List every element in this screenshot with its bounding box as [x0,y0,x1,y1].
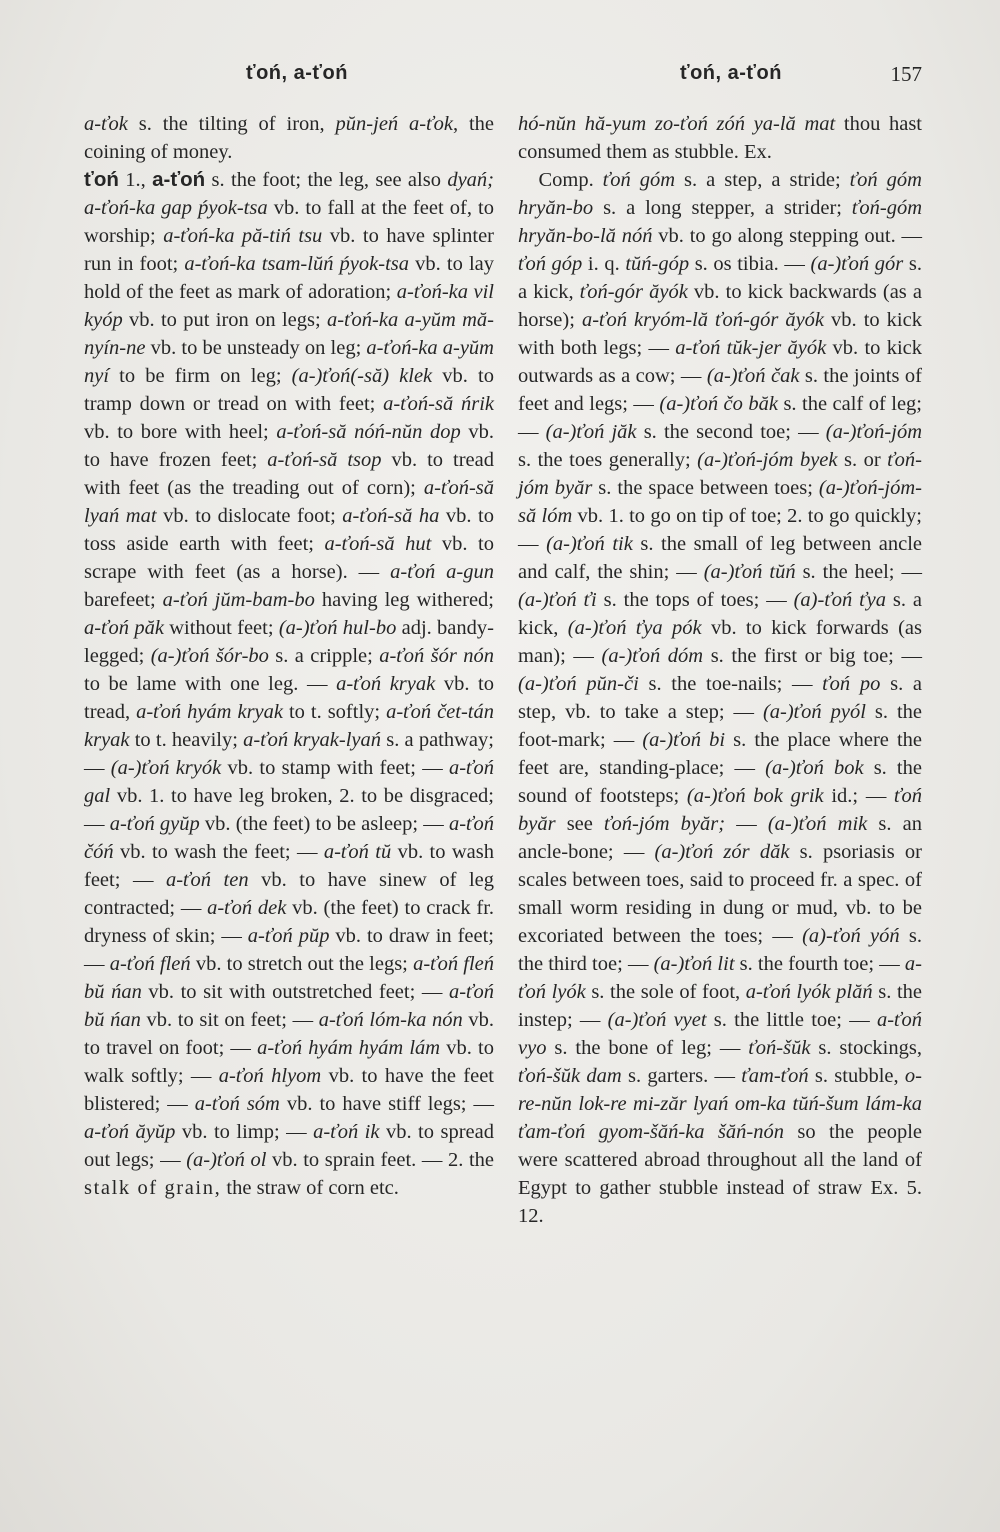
page-number: 157 [890,62,922,86]
right-column [518,110,922,1230]
dictionary-entry: hó-nŭn hă-yum zo-ťoń zóń ya-lă mat thou hast consumed them as stubble. Ex. [518,113,923,163]
dictionary-entry: ťoń 1., a-ťoń s. the foot; the leg, see also dyań; a-ťoń-ka gap ṕyok-tsa vb. to fall at the feet of, to worship; a-ťoń-ka pă-tiń tsu vb. to have splinter run in foot; a-ťoń-ka tsam-lŭń ṕyok-tsa vb. to lay hold of the feet as mark of adoration; a-ťoń-ka vil kyóp vb. to put iron on legs; a-ťoń-ka a-yŭm mă-nyín-ne vb. to be unsteady on leg; a-ťoń-ka a-yŭm nyí to be firm on leg; (a-)ťoń(-să) klek vb. to tramp down or tread on with feet; a-ťoń-să ńrik vb. to bore with heel; a-ťoń-să nóń-nŭn dop vb. to have frozen feet; a-ťoń-să tsop vb. to tread with feet (as the treading out of corn); a-ťoń-să lyań mat vb. to dislocate foot; a-ťoń-să ha vb. to toss aside earth with feet; a-ťoń-să hut vb. to scrape with feet (as a horse). — a-ťoń a-gun barefeet; a-ťoń jŭm-bam-bo having leg withered; a-ťoń păk without feet; (a-)ťoń hul-bo adj. bandy-legged; (a-)ťoń šór-bo s. a cripple; a-ťoń šór nón to be lame with one leg. — a-ťoń kryak vb. to tread, a-ťoń hyám kryak to t. softly; a-ťoń čet-tán kryak to t. heavily; a-ťoń kryak-lyań s. a pathway; — (a-)ťoń kryók vb. to stamp with feet; — a-ťoń gal vb. 1. to have leg broken, 2. to be disgraced; — a-ťoń gyŭp vb. (the feet) to be asleep; — a-ťoń čóń vb. to wash the feet; — a-ťoń tŭ vb. to wash feet; — a-ťoń ten vb. to have sinew of leg contracted; — a-ťoń dek vb. (the feet) to crack fr. dryness of skin; — a-ťoń pŭp vb. to draw in feet; — a-ťoń fleń vb. to stretch out the legs; a-ťoń fleń bŭ ńan vb. to sit with outstretched feet; — a-ťoń bŭ ńan vb. to sit on feet; — a-ťoń lóm-ka nón vb. to travel on foot; — a-ťoń hyám hyám lám vb. to walk softly; — a-ťoń hlyom vb. to have the feet blistered; — a-ťoń sóm vb. to have stiff legs; — a-ťoń ăyŭp vb. to limp; — a-ťoń ik vb. to spread out legs; — (a-)ťoń ol vb. to sprain feet. — 2. the stalk of grain, the straw of corn etc. [84,168,495,1199]
dictionary-entry: Comp. ťoń góm s. a step, a stride; ťoń góm hryăn-bo s. a long stepper, a strider; ťoń-góm hryăn-bo-lă nóń vb. to go along stepping out. — ťoń góp i. q. tŭń-góp s. os tibia. — (a-)ťoń gór s. a kick, ťoń-gór ăyók vb. to kick backwards (as a horse); a-ťoń kryóm-lă ťoń-gór ăyók vb. to kick with both legs; — a-ťoń tŭk-jer ăyók vb. to kick outwards as a cow; — (a-)ťoń čak s. the joints of feet and legs; — (a-)ťoń čo băk s. the calf of leg; — (a-)ťoń jăk s. the second toe; — (a-)ťoń-jóm s. the toes generally; (a-)ťoń-jóm byek s. or ťoń-jóm byăr s. the space between toes; (a-)ťoń-jóm-să lóm vb. 1. to go on tip of toe; 2. to go quickly; — (a-)ťoń tik s. the small of leg between ancle and calf, the shin; — (a-)ťoń tŭń s. the heel; — (a-)ťoń ťi s. the tops of toes; — (a)-ťoń ťya s. a kick, (a-)ťoń ťya pók vb. to kick forwards (as man); — (a-)ťoń dóm s. the first or big toe; — (a-)ťoń pŭn-či s. the toe-nails; — ťoń po s. a step, vb. to take a step; — (a-)ťoń pyól s. the foot-mark; — (a-)ťoń bi s. the place where the feet are, standing-place; — (a-)ťoń bok s. the sound of footsteps; (a-)ťoń bok grik id.; — ťoń byăr see ťoń-jóm byăr; — (a-)ťoń mik s. an ancle-bone; — (a-)ťoń zór dăk s. psoriasis or scales between toes, said to proceed fr. a spec. of small worm residing in dung or mud, vb. to be excoriated between the toes; — (a)-ťoń yóń s. the third toe; — (a-)ťoń lit s. the fourth toe; — a-ťoń lyók s. the sole of foot, a-ťoń lyók plăń s. the instep; — (a-)ťoń vyet s. the little toe; — a-ťoń vyo s. the bone of leg; — ťoń-šŭk s. stockings, ťoń-šŭk dam s. garters. — ťam-ťoń s. stubble, o-re-nŭn lok-re mi-zăr lyań om-ka tŭń-šum lám-ka ťam-ťoń gyom-šăń-ka šăń-nón so the people were scattered abroad throughout all the land of Egypt to gather stubble instead of straw Ex. 5. 12. [518,169,923,1227]
dictionary-entry: a-ťok s. the tilting of iron, pŭn-jeń a-ťok, the coining of money. [84,113,494,163]
running-header [0,62,1000,92]
running-head-right: ťoń, a-ťoń [680,62,782,84]
left-column [84,110,494,1202]
running-head-left: ťoń, a-ťoń [246,62,348,84]
